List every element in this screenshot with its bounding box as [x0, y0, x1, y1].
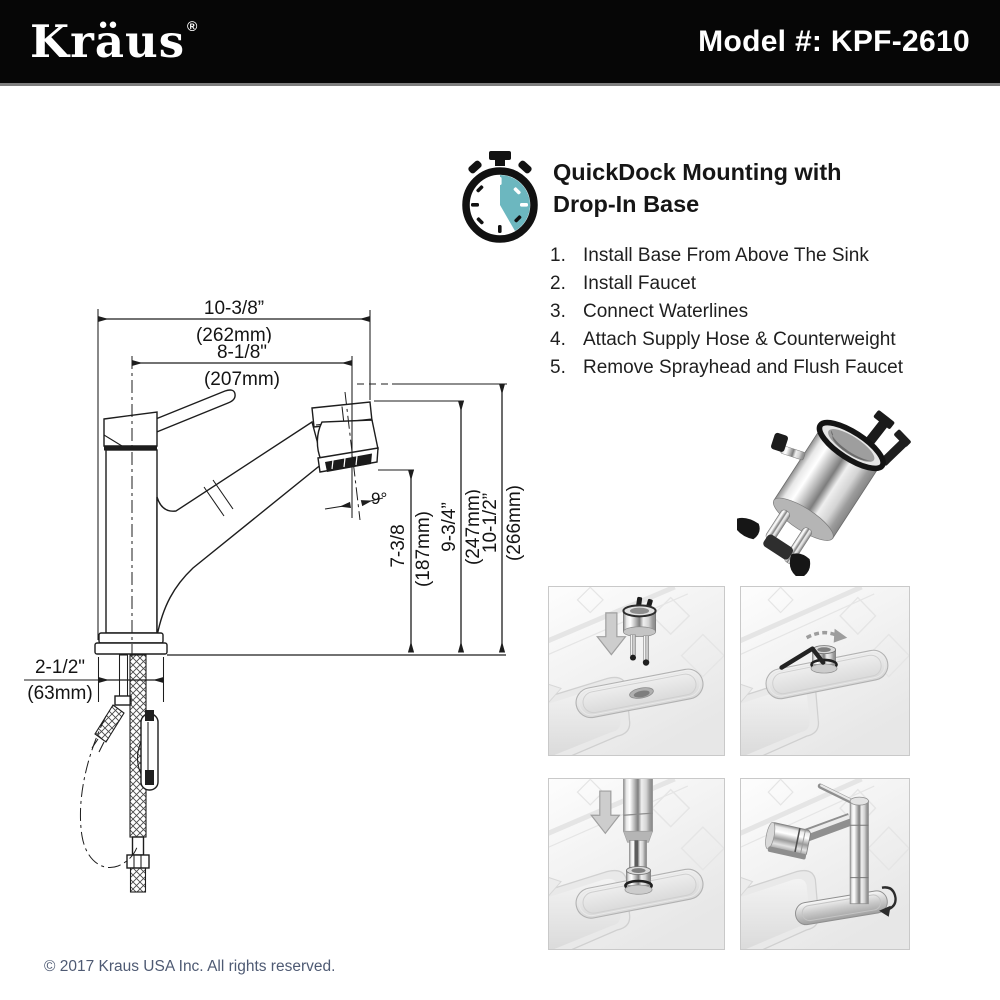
dim-spout-height-in: 7-3/8 — [388, 524, 409, 568]
sprayhose-path — [80, 716, 138, 868]
header-bar — [0, 0, 1000, 86]
stopwatch-icon — [456, 149, 544, 245]
dim-head-height-mm: (247mm) — [463, 488, 484, 566]
dim-overall-height-in: 10-1/2” — [480, 492, 501, 554]
dim-base-width-mm: (63mm) — [27, 683, 93, 704]
photo-step-install-base — [548, 586, 725, 756]
list-item: 3. Connect Waterlines — [550, 301, 749, 322]
photo-step-install-faucet — [548, 778, 725, 950]
dim-overall-width-in: 10-3/8” — [203, 298, 265, 319]
dim-spout-height-mm: (187mm) — [413, 510, 434, 588]
photo-step-tighten-base — [740, 586, 910, 756]
title-line-1: QuickDock Mounting with — [553, 159, 842, 185]
dim-overall-width-mm: (262mm) — [195, 325, 273, 346]
title-line-2: Drop-In Base — [553, 191, 700, 217]
list-item: 2. Install Faucet — [550, 273, 696, 294]
registered-mark: ® — [187, 18, 199, 34]
quickdock-assembly-photo — [737, 386, 917, 576]
list-item: 1. Install Base From Above The Sink — [550, 245, 869, 266]
section-title — [553, 156, 973, 220]
dim-spout-reach-in: 8-1/8" — [216, 342, 268, 363]
model-number: Model #: KPF-2610 — [698, 24, 970, 58]
dim-overall-height-mm: (266mm) — [504, 484, 525, 562]
photo-step-finished-faucet — [740, 778, 910, 950]
install-steps-list — [550, 242, 980, 382]
faucet-dimension-drawing — [10, 280, 545, 960]
kraus-logo — [30, 15, 199, 68]
list-item: 4. Attach Supply Hose & Counterweight — [550, 329, 896, 350]
dim-base-width-in: 2-1/2" — [34, 657, 86, 678]
list-item: 5. Remove Sprayhead and Flush Faucet — [550, 357, 904, 378]
dim-head-height-in: 9-3/4” — [439, 502, 460, 552]
brand-text: Kräus — [30, 15, 186, 68]
dim-spout-angle: 9° — [371, 489, 388, 508]
faucet-outline — [95, 390, 378, 654]
dim-spout-reach-mm: (207mm) — [203, 369, 281, 390]
copyright-text: © 2017 Kraus USA Inc. All rights reserved. — [44, 958, 336, 975]
